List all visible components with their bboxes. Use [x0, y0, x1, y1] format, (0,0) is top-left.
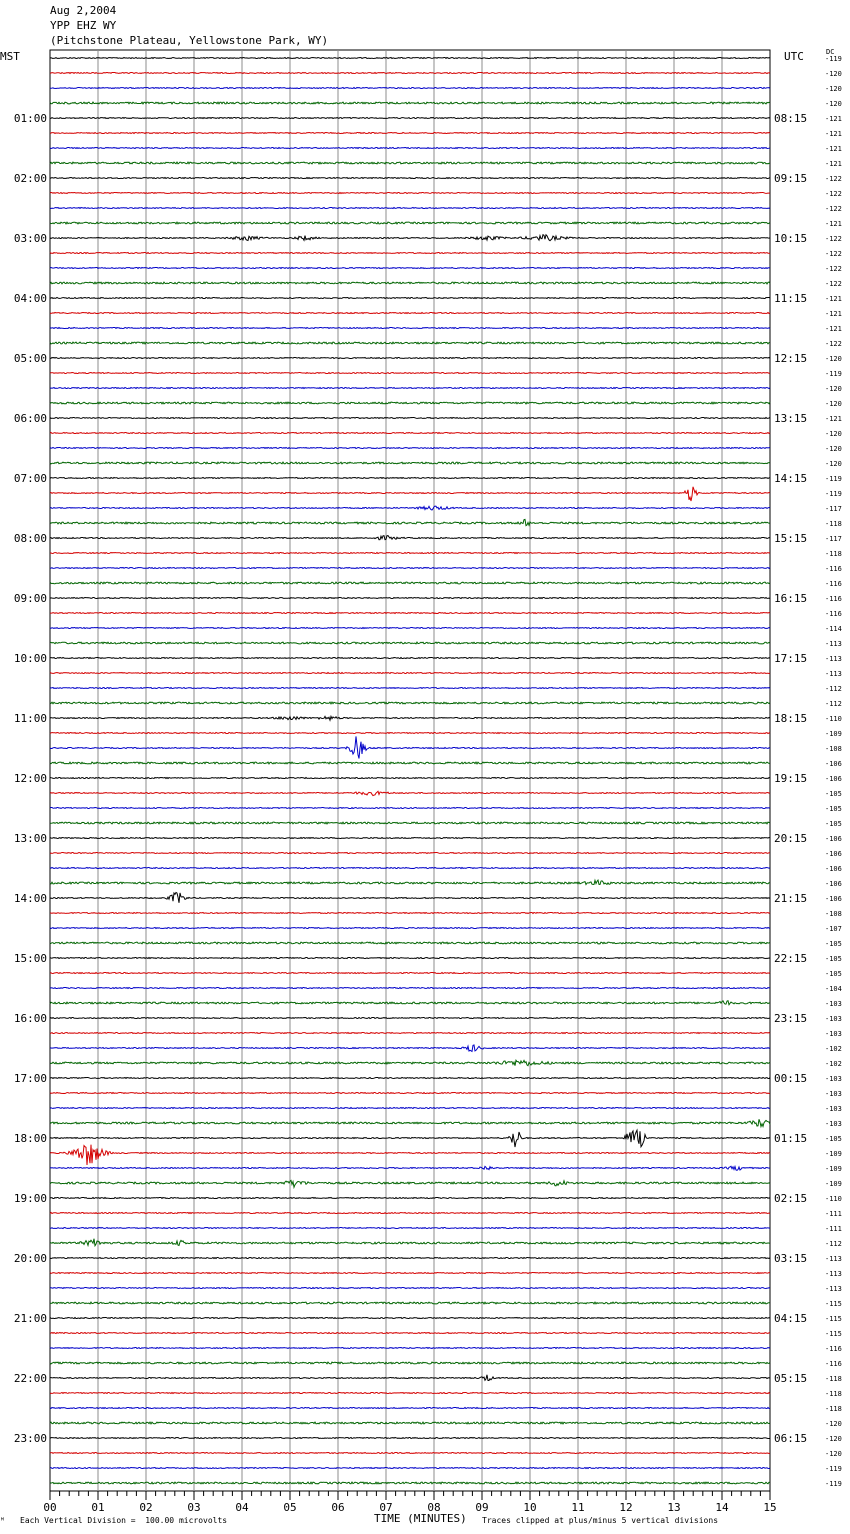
dc-offset-label: -105: [825, 1135, 842, 1143]
dc-offset-label: -106: [825, 760, 842, 768]
mst-hour-label: 13:00: [13, 832, 47, 845]
seismic-trace: [50, 598, 770, 599]
seismic-trace: [50, 1453, 770, 1454]
seismic-trace: [50, 418, 770, 419]
seismic-trace: [50, 658, 770, 659]
dc-offset-label: -103: [825, 1075, 842, 1083]
dc-offset-label: -116: [825, 565, 842, 573]
seismic-trace: [50, 808, 770, 809]
utc-hour-label: 21:15: [774, 892, 808, 905]
utc-hour-label: 11:15: [774, 292, 808, 305]
seismic-trace: [50, 1422, 770, 1424]
seismic-trace: [50, 298, 770, 299]
utc-hour-label: 10:15: [774, 232, 808, 245]
dc-offset-label: -120: [825, 1420, 842, 1428]
seismic-trace: [50, 1078, 770, 1079]
x-tick-label: 03: [187, 1501, 201, 1514]
mst-hour-label: 05:00: [13, 352, 47, 365]
mst-hour-label: 18:00: [13, 1132, 47, 1145]
utc-hour-label: 12:15: [774, 352, 808, 365]
utc-hour-label: 06:15: [774, 1432, 808, 1445]
x-tick-label: 06: [331, 1501, 345, 1514]
dc-offset-label: -121: [825, 310, 842, 318]
seismic-trace: [50, 1130, 770, 1147]
chart-location: (Pitchstone Plateau, Yellowstone Park, WY): [50, 34, 329, 47]
seismic-trace: [50, 673, 770, 674]
seismic-trace: [50, 506, 770, 510]
dc-offset-label: -113: [825, 655, 842, 663]
utc-hour-label: 09:15: [774, 172, 808, 185]
seismic-trace: [50, 1180, 770, 1187]
seismic-trace: [50, 536, 770, 540]
x-tick-label: 00: [43, 1501, 57, 1514]
seismic-trace: [50, 342, 770, 344]
seismic-trace: [50, 178, 770, 179]
mst-hour-label: 09:00: [13, 592, 47, 605]
seismic-trace: [50, 1045, 770, 1052]
seismic-trace: [50, 688, 770, 689]
seismic-trace: [50, 1333, 770, 1334]
seismic-trace: [50, 913, 770, 914]
utc-hour-label: 01:15: [774, 1132, 808, 1145]
dc-offset-label: -120: [825, 100, 842, 108]
dc-offset-label: -105: [825, 970, 842, 978]
x-tick-label: 07: [379, 1501, 393, 1514]
dc-offset-label: -121: [825, 160, 842, 168]
dc-offset-label: -120: [825, 460, 842, 468]
x-tick-label: 15: [763, 1501, 777, 1514]
mst-hour-label: 08:00: [13, 532, 47, 545]
dc-offset-label: -119: [825, 1480, 842, 1488]
seismic-trace: [50, 1093, 770, 1094]
seismic-trace: [50, 1393, 770, 1394]
dc-offset-label: -103: [825, 1030, 842, 1038]
seismic-trace: [50, 58, 770, 59]
dc-offset-label: -122: [825, 205, 842, 213]
x-tick-label: 11: [571, 1501, 585, 1514]
utc-hour-label: 03:15: [774, 1252, 808, 1265]
dc-offset-label: -121: [825, 130, 842, 138]
seismic-trace: [50, 1302, 770, 1304]
seismic-trace: [50, 613, 770, 614]
seismic-trace: [50, 762, 770, 764]
utc-hour-label: 16:15: [774, 592, 808, 605]
seismic-trace: [50, 1119, 770, 1126]
dc-offset-label: -106: [825, 835, 842, 843]
dc-offset-label: -118: [825, 1405, 842, 1413]
mst-hour-label: 07:00: [13, 472, 47, 485]
seismic-trace: [50, 778, 770, 779]
dc-offset-label: -121: [825, 415, 842, 423]
dc-offset-label: -105: [825, 820, 842, 828]
dc-offset-label: -112: [825, 700, 842, 708]
dc-offset-label: -111: [825, 1210, 842, 1218]
utc-hour-label: 20:15: [774, 832, 808, 845]
seismic-trace: [50, 1213, 770, 1214]
seismic-trace: [50, 1198, 770, 1199]
seismic-trace: [50, 88, 770, 89]
seismic-trace: [50, 736, 770, 758]
x-tick-label: 01: [91, 1501, 105, 1514]
dc-offset-label: -119: [825, 55, 842, 63]
dc-offset-label: -108: [825, 745, 842, 753]
utc-hour-label: 04:15: [774, 1312, 808, 1325]
utc-hour-label: 02:15: [774, 1192, 808, 1205]
dc-offset-label: -116: [825, 580, 842, 588]
dc-offset-label: -106: [825, 880, 842, 888]
seismic-trace: [50, 102, 770, 104]
seismic-trace: [50, 1145, 770, 1165]
dc-offset-label: -113: [825, 670, 842, 678]
mst-hour-label: 14:00: [13, 892, 47, 905]
seismic-trace: [50, 487, 770, 501]
seismic-trace: [50, 433, 770, 434]
seismic-trace: [50, 253, 770, 254]
seismic-trace: [50, 553, 770, 554]
dc-offset-label: -116: [825, 595, 842, 603]
dc-offset-label: -121: [825, 325, 842, 333]
utc-hour-label: 14:15: [774, 472, 808, 485]
seismic-trace: [50, 235, 770, 241]
mst-hour-label: 22:00: [13, 1372, 47, 1385]
x-axis-title: TIME (MINUTES): [374, 1512, 467, 1525]
mst-hour-label: 16:00: [13, 1012, 47, 1025]
dc-offset-label: -122: [825, 280, 842, 288]
seismic-trace: [50, 208, 770, 209]
dc-offset-label: -122: [825, 265, 842, 273]
dc-offset-label: -103: [825, 1015, 842, 1023]
chart-date: Aug 2,2004: [50, 4, 117, 17]
dc-offset-label: -108: [825, 910, 842, 918]
dc-offset-label: -116: [825, 1360, 842, 1368]
dc-offset-label: -105: [825, 955, 842, 963]
dc-offset-label: -121: [825, 220, 842, 228]
mst-hour-label: 11:00: [13, 712, 47, 725]
seismic-trace: [50, 853, 770, 854]
dc-offset-label: -105: [825, 805, 842, 813]
dc-offset-label: -117: [825, 505, 842, 513]
dc-offset-label: -104: [825, 985, 842, 993]
seismic-trace: [50, 1482, 770, 1484]
mst-hour-label: 23:00: [13, 1432, 47, 1445]
seismic-trace: [50, 73, 770, 74]
seismic-trace: [50, 448, 770, 449]
seismic-trace: [50, 1228, 770, 1229]
seismic-trace: [50, 373, 770, 374]
seismic-trace: [50, 282, 770, 284]
seismic-trace: [50, 222, 770, 224]
dc-offset-label: -102: [825, 1045, 842, 1053]
seismic-trace: [50, 1362, 770, 1364]
dc-offset-label: -119: [825, 490, 842, 498]
x-tick-label: 05: [283, 1501, 297, 1514]
dc-offset-label: -122: [825, 250, 842, 258]
dc-offset-label: -120: [825, 355, 842, 363]
mst-hour-label: 03:00: [13, 232, 47, 245]
seismic-trace: [50, 628, 770, 629]
dc-offset-label: -122: [825, 340, 842, 348]
dc-offset-label: -115: [825, 1300, 842, 1308]
dc-offset-label: -113: [825, 1270, 842, 1278]
utc-hour-label: 08:15: [774, 112, 808, 125]
dc-offset-label: -121: [825, 145, 842, 153]
seismic-trace: [50, 791, 770, 795]
chart-station: YPP EHZ WY: [50, 19, 117, 32]
dc-offset-label: -119: [825, 1465, 842, 1473]
utc-hour-label: 05:15: [774, 1372, 808, 1385]
seismic-trace: [50, 1001, 770, 1005]
dc-offset-label: -106: [825, 850, 842, 858]
scale-mark-icon: ᴹ: [0, 1516, 5, 1525]
mst-hour-label: 04:00: [13, 292, 47, 305]
dc-offset-label: -113: [825, 1255, 842, 1263]
mst-hour-label: 02:00: [13, 172, 47, 185]
mst-axis-label: MST: [0, 50, 20, 63]
seismic-trace: [50, 716, 770, 720]
dc-offset-label: -105: [825, 790, 842, 798]
seismic-trace: [50, 958, 770, 959]
dc-offset-label: -103: [825, 1105, 842, 1113]
dc-offset-label: -114: [825, 625, 842, 633]
utc-hour-label: 13:15: [774, 412, 808, 425]
dc-offset-label: -117: [825, 535, 842, 543]
dc-offset-label: -121: [825, 295, 842, 303]
dc-offset-label: -109: [825, 1180, 842, 1188]
mst-hour-label: 15:00: [13, 952, 47, 965]
dc-offset-label: -120: [825, 1450, 842, 1458]
dc-offset-label: -120: [825, 445, 842, 453]
dc-offset-label: -109: [825, 1165, 842, 1173]
seismic-trace: [50, 642, 770, 644]
mst-hour-label: 06:00: [13, 412, 47, 425]
utc-hour-label: 00:15: [774, 1072, 808, 1085]
dc-offset-label: -107: [825, 925, 842, 933]
seismic-trace: [50, 702, 770, 704]
dc-offset-label: -116: [825, 610, 842, 618]
x-tick-label: 09: [475, 1501, 489, 1514]
dc-offset-label: -121: [825, 115, 842, 123]
seismic-trace: [50, 478, 770, 479]
seismic-trace: [50, 313, 770, 314]
seismic-trace: [50, 1408, 770, 1409]
seismic-trace: [50, 868, 770, 869]
seismic-trace: [50, 1108, 770, 1109]
seismic-trace: [50, 1239, 770, 1246]
seismic-trace: [50, 928, 770, 929]
dc-offset-label: -112: [825, 1240, 842, 1248]
dc-offset-label: -118: [825, 520, 842, 528]
seismic-trace: [50, 973, 770, 974]
dc-offset-label: -113: [825, 1285, 842, 1293]
seismic-trace: [50, 118, 770, 119]
utc-axis-label: UTC: [784, 50, 804, 63]
seismic-trace: [50, 519, 770, 525]
mst-hour-label: 12:00: [13, 772, 47, 785]
scale-note: Each Vertical Division = 100.00 microvolts: [20, 1516, 228, 1525]
utc-hour-label: 18:15: [774, 712, 808, 725]
dc-offset-label: -120: [825, 430, 842, 438]
mst-hour-label: 20:00: [13, 1252, 47, 1265]
dc-offset-label: -120: [825, 385, 842, 393]
seismic-trace: [50, 582, 770, 584]
dc-offset-label: -110: [825, 715, 842, 723]
utc-hour-label: 19:15: [774, 772, 808, 785]
seismic-trace: [50, 942, 770, 944]
x-tick-label: 10: [523, 1501, 537, 1514]
seismic-trace: [50, 193, 770, 194]
mst-hour-label: 01:00: [13, 112, 47, 125]
dc-offset-label: -110: [825, 1195, 842, 1203]
seismic-trace: [50, 1348, 770, 1349]
dc-offset-label: -120: [825, 400, 842, 408]
dc-offset-label: -106: [825, 895, 842, 903]
seismic-trace: [50, 1468, 770, 1469]
dc-offset-label: -116: [825, 1345, 842, 1353]
dc-offset-label: -106: [825, 775, 842, 783]
dc-offset-label: -118: [825, 1390, 842, 1398]
dc-offset-label: -120: [825, 1435, 842, 1443]
dc-offset-label: -122: [825, 235, 842, 243]
dc-offset-label: -103: [825, 1090, 842, 1098]
seismic-trace: [50, 1166, 770, 1170]
dc-offset-label: -120: [825, 85, 842, 93]
dc-offset-label: -122: [825, 190, 842, 198]
mst-hour-label: 19:00: [13, 1192, 47, 1205]
x-tick-label: 02: [139, 1501, 153, 1514]
seismic-trace: [50, 268, 770, 269]
dc-offset-label: -102: [825, 1060, 842, 1068]
x-tick-label: 13: [667, 1501, 681, 1514]
dc-offset-label: -109: [825, 1150, 842, 1158]
dc-offset-label: -111: [825, 1225, 842, 1233]
dc-offset-label: -103: [825, 1000, 842, 1008]
dc-offset-label: -109: [825, 730, 842, 738]
seismic-trace: [50, 568, 770, 569]
seismic-trace: [50, 838, 770, 839]
dc-offset-label: -112: [825, 685, 842, 693]
plot-frame: [50, 50, 770, 1491]
seismic-trace: [50, 822, 770, 824]
mst-hour-label: 21:00: [13, 1312, 47, 1325]
utc-hour-label: 23:15: [774, 1012, 808, 1025]
dc-offset-label: -106: [825, 865, 842, 873]
seismic-trace: [50, 988, 770, 989]
x-tick-label: 12: [619, 1501, 633, 1514]
dc-offset-label: -105: [825, 940, 842, 948]
seismic-trace: [50, 1288, 770, 1289]
dc-offset-label: -119: [825, 475, 842, 483]
seismic-trace: [50, 1318, 770, 1319]
seismic-trace: [50, 893, 770, 903]
clip-note: Traces clipped at plus/minus 5 vertical divisions: [482, 1516, 719, 1525]
seismic-trace: [50, 388, 770, 389]
seismic-trace: [50, 1375, 770, 1381]
utc-hour-label: 22:15: [774, 952, 808, 965]
utc-hour-label: 15:15: [774, 532, 808, 545]
dc-offset-label: -113: [825, 640, 842, 648]
dc-offset-label: -103: [825, 1120, 842, 1128]
seismic-trace: [50, 328, 770, 329]
dc-offset-label: -118: [825, 1375, 842, 1383]
seismic-trace: [50, 733, 770, 734]
x-tick-label: 08: [427, 1501, 441, 1514]
mst-hour-label: 17:00: [13, 1072, 47, 1085]
dc-offset-label: -120: [825, 70, 842, 78]
seismic-trace: [50, 402, 770, 404]
dc-offset-label: -115: [825, 1330, 842, 1338]
dc-offset-label: -115: [825, 1315, 842, 1323]
mst-hour-label: 10:00: [13, 652, 47, 665]
seismic-trace: [50, 462, 770, 464]
seismic-trace: [50, 358, 770, 359]
seismic-trace: [50, 1060, 770, 1065]
dc-offset-label: -119: [825, 370, 842, 378]
seismic-trace: [50, 1258, 770, 1259]
x-tick-label: 04: [235, 1501, 249, 1514]
seismic-trace: [50, 1018, 770, 1019]
seismic-trace: [50, 1438, 770, 1439]
dc-offset-label: -122: [825, 175, 842, 183]
x-tick-label: 14: [715, 1501, 729, 1514]
seismic-trace: [50, 1273, 770, 1274]
seismic-trace: [50, 148, 770, 149]
seismic-trace: [50, 162, 770, 164]
seismic-trace: [50, 880, 770, 884]
seismic-trace: [50, 1033, 770, 1034]
dc-offset-label: -118: [825, 550, 842, 558]
seismic-trace: [50, 133, 770, 134]
utc-hour-label: 17:15: [774, 652, 808, 665]
dc-label: DC: [826, 48, 835, 56]
